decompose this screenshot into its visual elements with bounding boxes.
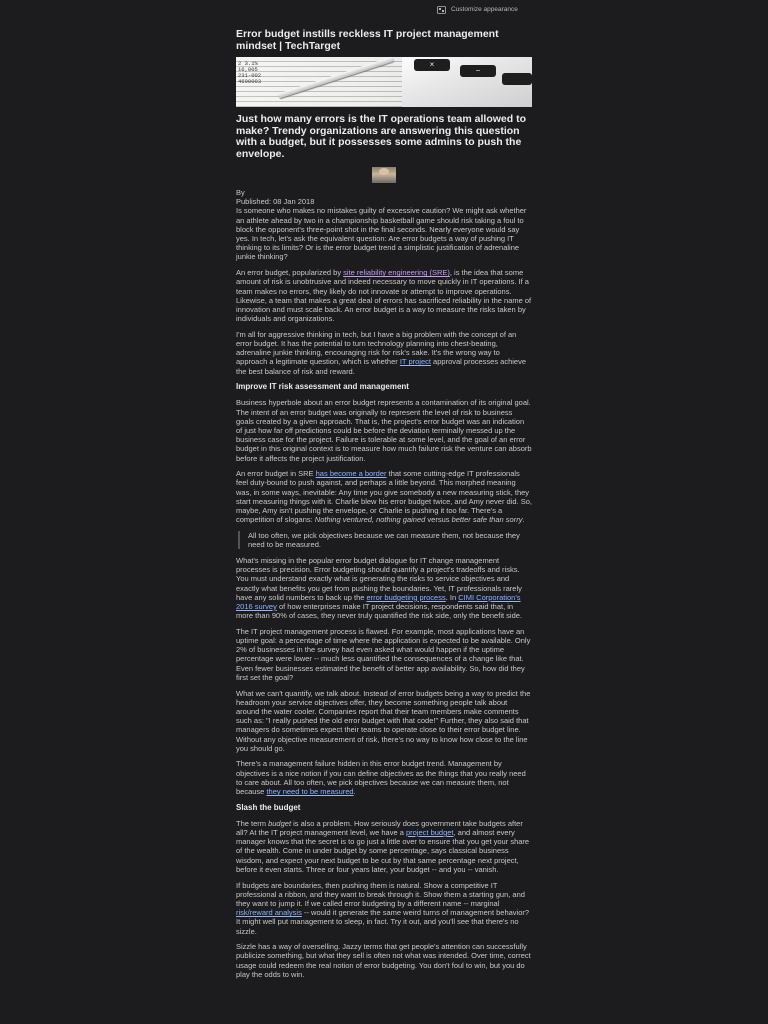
paragraph: An error budget in SRE has become a border that some cutting-edge IT professionals feel duty-bound to push against, and perhaps a little beyond. This morphed meaning was, in some ways, inevitable: Any time you give somebody a new measuring stick, they start measuring things with it. Charlie blew his error budget twice, and Amy never did. So, maybe, Amy isn't pushing the envelope, or Charlie is pushing it too far. There's a competition of slogans: Nothing ventured, nothing gained versus better safe than sorry.	[236, 469, 532, 525]
it-project-link[interactable]: IT project	[399, 357, 431, 367]
author-avatar-wrap	[236, 167, 532, 183]
risk-reward-link[interactable]: risk/reward analysis	[236, 908, 302, 918]
hero-numbers: 2 3.1% 16,005 231-002 4690003	[238, 60, 262, 85]
calculator-key	[502, 73, 532, 85]
section-heading: Improve IT risk assessment and management	[236, 382, 409, 392]
author-avatar	[372, 167, 396, 183]
by-label: By	[236, 188, 245, 197]
project-budget-link[interactable]: project budget	[405, 827, 454, 837]
sre-link[interactable]: site reliability engineering (SRE)	[343, 268, 450, 278]
paragraph: Sizzle has a way of overselling. Jazzy terms that get people's attention can successfully publicize something, but what they sell is often not what was intended. Over time, correct usage could redeem the real notion of error budgeting. You don't foul to win, but you do play the odds to win.	[236, 942, 531, 979]
article	[236, 28, 532, 986]
paragraph: If budgets are boundaries, then pushing them is natural. Show a competitive IT professional a ribbon, and they want to break through it. Show them a starting gun, and they want to jump it. If we called error budgeting by a different name -- marginal risk/reward analysis -- would it generate the same weird turns of management behavior? It might well put management to sleep, in fact. Try it out, and you'll see that there's no sizzle.	[236, 880, 530, 936]
article-subtitle: Just how many errors is the IT operations team allowed to make? Trendy organizations are answering this question with a budget, but it possesses some admins to push the envelope.	[236, 113, 526, 160]
byline	[236, 188, 532, 206]
article-title: Error budget instills reckless IT project management mindset | TechTarget	[236, 28, 499, 52]
paragraph: Is someone who makes no mistakes guilty of excessive caution? We might ask whether an athlete ahead by two in a championship basketball game should risk taking a foul to block the opponent's three-point shot in the final seconds. Nearly everyone would say yes. In tech, let's ask the equivalent question: Are error budgets a way of pushing IT thinking to its limits? Or is the error budget trend a simplistic justification of adrenaline junkie thinking?	[236, 206, 527, 262]
paragraph: The IT project management process is flawed. For example, most applications have an uptime goal: a percentage of time where the application is expected to be available. Only 2% of businesses in the survey had even asked what would happen if the uptime percentage were lower -- much less quantified the consequences of a change like that. Even fewer businesses estimated the benefit of better app availability. So, how did they first set the goal?	[236, 626, 531, 682]
calculator-graphic	[402, 57, 532, 107]
pull-quote: All too often, we pick objectives because we can measure them, not because they need to be measured.	[238, 531, 532, 549]
cimi-survey-link[interactable]: CIMI Corporation's 2016 survey	[236, 592, 521, 611]
hero-paper	[236, 57, 426, 107]
border-link[interactable]: has become a border	[315, 469, 387, 479]
calculator-key: −	[460, 65, 496, 77]
calculator-key: ×	[414, 59, 450, 71]
top-bar	[0, 0, 768, 18]
paragraph: What's missing in the popular error budget dialogue for IT change management processes is precision. Error budgeting should quantify a project's tradeoffs and risks. You must understand exactly what is generating the risks to service objectives and exactly what benefits you get from pushing the boundaries. Yet, IT professionals rarely have any solid numbers to back up the error budgeting process. In CIMI Corporation's 2016 survey of how enterprises make IT project decisions, respondents said that, in more than 90% of cases, they never truly quantified the risk side, only the benefit side.	[236, 555, 522, 621]
section-heading: Slash the budget	[236, 802, 301, 812]
paragraph: An error budget, popularized by site reliability engineering (SRE), is the idea that some amount of risk is unobtrusive and indeed necessary to move quickly in IT operations. If a team makes no errors, they likely do not innovate or attempt to improve operations. Likewise, a team that makes a great deal of errors has sacrificed reliability in the name of innovation and must scale back. An error budget is a way to measure the risks taken by individuals and organizations.	[236, 268, 532, 324]
hero-image	[236, 57, 532, 107]
customize-appearance-label: Customize appearance	[451, 6, 518, 13]
paragraph: There's a management failure hidden in this error budget trend. Management by objectives is a nice notion if you can define objectives as the things that you really need to care about. All too often, we pick objectives because we can measure them, not because they need to be measured.	[236, 759, 526, 797]
paragraph: Business hyperbole about an error budget represents a contamination of its original goal. The intent of an error budget was originally to represent the level of risk to business goals created by a given approach. That is, the project's error budget was an indication of just how far off predictions could be before the deviation terminally messed up the business case for the project. Failure is tolerable at some level, and the goal of an error budget in this original context is to measure how much failure risk the venture can absorb before it affects the project justification.	[236, 398, 532, 463]
palette-icon	[437, 6, 446, 14]
paragraph: What we can't quantify, we talk about. Instead of error budgets being a way to predict the headroom your service objectives offer, they become something people talk about around the water cooler. Companies report that their team members make comments such as: "I really pushed the old error budget with that code!" Further, they also said that managers do sometimes expect their teams to operate close to their error budget line. Without any objective measurement of risk, there's no way to know how close to the line you should go.	[236, 688, 531, 753]
paragraph: The term budget is also a problem. How seriously does government take budgets after all? At the IT project management level, we have a project budget, and almost every manager knows that the secret is to go just a little over to ensure that you get your share of the wealth. Come in under budget by some percentage, says classical business wisdom, and expect your next budget to be cut by that same percentage next project, before it even starts. Three or four years later, your budget -- and you -- vanish.	[236, 818, 530, 874]
need-to-be-measured-link[interactable]: they need to be measured	[266, 787, 354, 797]
paragraph: I'm all for aggressive thinking in tech, but I have a big problem with the concept of an error budget. It has the potential to turn technology planning into chest-beating, adrenaline junkie thinking, encouraging risk for risk's sake. It's the wrong way to approach a legitimate question, which is whether IT project approval processes achieve the best balance of risk and reward.	[236, 329, 527, 376]
published-date: Published: 08 Jan 2018	[236, 197, 315, 207]
customize-appearance-button[interactable]	[437, 5, 518, 14]
error-budgeting-process-link[interactable]: error budgeting process	[366, 592, 446, 602]
